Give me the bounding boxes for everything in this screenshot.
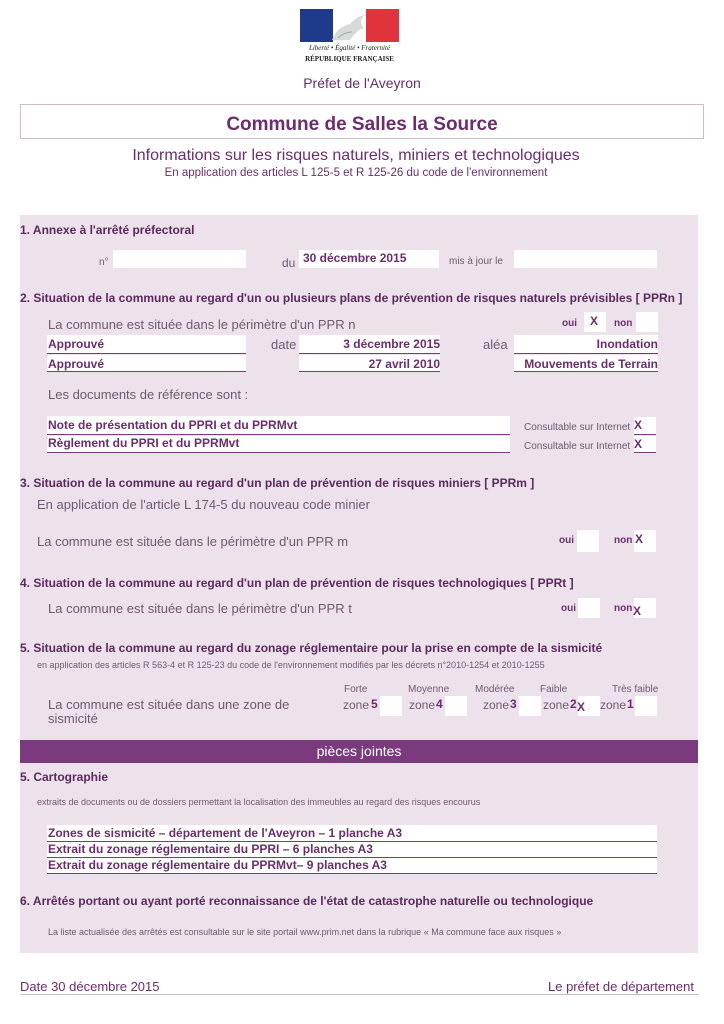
carto-item2: Extrait du zonage réglementaire du PPRI – 6 planches A3 (48, 842, 373, 856)
pprt-oui-box[interactable] (578, 598, 600, 618)
section4-title: 4. Situation de la commune au regard d'un plan de prévention de risques technologiques [ PPRt ] (20, 576, 574, 590)
pprt-oui-label: oui (561, 603, 576, 614)
number-field[interactable] (113, 250, 246, 268)
doc2-consult: Consultable sur Internet (524, 441, 631, 452)
zone5-box[interactable] (380, 696, 402, 716)
zone2-label: zone (543, 698, 570, 712)
zone4-level: Moyenne (408, 684, 450, 695)
pprm-oui-label: oui (559, 535, 574, 546)
prefet-label: Préfet de l'Aveyron (303, 75, 421, 91)
doc1-mark: X (634, 418, 643, 432)
pprm-oui-box[interactable] (577, 530, 599, 552)
docs-label: Les documents de référence sont : (48, 387, 249, 402)
zone2-level: Faible (540, 684, 568, 695)
zone3-num: 3 (510, 697, 517, 711)
pprt-question: La commune est située dans le périmètre d'un PPR t (48, 601, 352, 616)
footer-line (20, 994, 698, 995)
zone4-num: 4 (436, 697, 443, 711)
zone3-box[interactable] (519, 696, 541, 716)
zone4-label: zone (409, 698, 436, 712)
doc1-name: Note de présentation du PPRI et du PPRMvt (48, 418, 298, 432)
section6-title: 6. Arrêtés portant ou ayant porté reconnaissance de l'état de catastrophe naturelle ou technologique (20, 894, 594, 908)
pprn-non-box[interactable] (636, 312, 658, 332)
zone3-level: Modérée (475, 684, 515, 695)
pprn-question: La commune est située dans le périmètre d'un PPR n (48, 317, 356, 332)
pprn-row2-alea: Mouvements de Terrain (524, 357, 658, 371)
pprt-non-label: non (614, 603, 633, 614)
pprn-row2-date: 27 avril 2010 (368, 357, 440, 371)
pprm-application: En application de l'article L 174-5 du nouveau code minier (37, 497, 370, 512)
logo-motto: Liberté • Égalité • Fraternité (308, 44, 391, 52)
footer-date: Date 30 décembre 2015 (20, 979, 160, 994)
subsubtitle: En application des articles L 125-5 et R 125-26 du code de l'environnement (164, 167, 548, 179)
zone2-mark: X (577, 700, 586, 714)
pprn-row1-date: 3 décembre 2015 (343, 337, 440, 351)
pprm-non-label: non (614, 535, 633, 546)
pprn-row1-alea: Inondation (596, 337, 658, 351)
zone5-num: 5 (371, 697, 378, 711)
pprn-date-label: date (271, 337, 297, 352)
carto-item3: Extrait du zonage réglementaire du PPRMvt– 9 planches A3 (48, 858, 387, 872)
cartographie-desc: extraits de documents ou de dossiers permettant la localisation des immeubles au regard des risques encourus (37, 797, 481, 807)
pprn-row2-status: Approuvé (48, 357, 105, 371)
doc2-mark: X (634, 437, 643, 451)
zone3-label: zone (483, 698, 510, 712)
zone1-box[interactable] (635, 696, 657, 716)
pprn-oui-label: oui (562, 318, 577, 329)
pieces-jointes-banner: pièces jointes (20, 740, 698, 763)
pprn-oui-mark: X (590, 314, 599, 328)
zone5-label: zone (343, 698, 370, 712)
number-label: n° (99, 257, 109, 268)
flag-emblem (300, 9, 399, 42)
section6-desc: La liste actualisée des arrêtés est consultable sur le site portail www.prim.net dans la rubrique « Ma commune face aux risques » (48, 927, 562, 937)
zone1-num: 1 (627, 697, 634, 711)
pprn-alea-label: aléa (483, 337, 508, 352)
pprm-question: La commune est située dans le périmètre d'un PPR m (37, 534, 349, 549)
page-title: Commune de Salles la Source (226, 114, 498, 135)
zone2-num: 2 (570, 697, 577, 711)
pprn-non-label: non (614, 318, 633, 329)
republic-logo (300, 9, 399, 69)
zone5-level: Forte (344, 684, 368, 695)
doc2-name: Règlement du PPRI et du PPRMvt (48, 436, 240, 450)
subtitle: Informations sur les risques naturels, miniers et technologiques (132, 147, 580, 164)
section1-title: 1. Annexe à l'arrêté préfectoral (20, 223, 195, 237)
pprn-row1-status: Approuvé (48, 337, 105, 351)
update-label: mis à jour le (449, 256, 503, 267)
zone1-label: zone (600, 698, 627, 712)
doc1-consult: Consultable sur Internet (524, 422, 631, 433)
zone1-level: Très faible (612, 684, 659, 695)
section5-title: 5. Situation de la commune au regard du zonage réglementaire pour la prise en compte de la sismicité (20, 641, 603, 655)
du-label: du (282, 256, 296, 270)
sismicity-question: La commune est située dans une zone de sismicité (48, 697, 290, 726)
cartographie-title: 5. Cartographie (20, 770, 109, 784)
pprm-non-mark: X (635, 532, 644, 546)
section3-title: 3. Situation de la commune au regard d'un plan de prévention de risques miniers [ PPRm ] (20, 476, 535, 490)
footer-signature: Le préfet de département (548, 979, 694, 994)
logo-republic: RÉPUBLIQUE FRANÇAISE (305, 55, 394, 63)
date-value: 30 décembre 2015 (303, 251, 407, 265)
sismicity-application: en application des articles R 563-4 et R 125-23 du code de l'environnement modifiés par les décrets n°2010-1254 et 2010-1255 (37, 660, 545, 670)
zone4-box[interactable] (445, 696, 467, 716)
pprt-non-mark: X (633, 604, 642, 618)
section2-title: 2. Situation de la commune au regard d'un ou plusieurs plans de prévention de risques naturels prévisibles [ PPRn ] (20, 291, 683, 305)
carto-item1: Zones de sismicité – département de l'Aveyron – 1 planche A3 (48, 826, 403, 840)
update-field[interactable] (514, 250, 657, 268)
